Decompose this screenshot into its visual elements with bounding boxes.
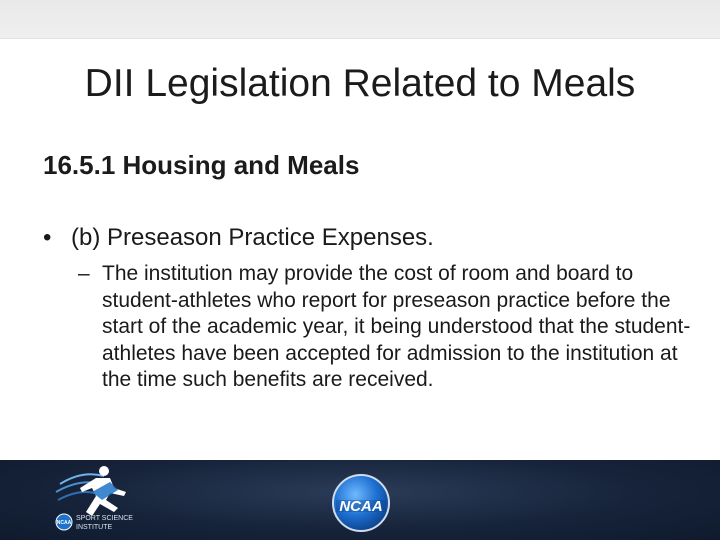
sub-bullet-item [78, 261, 698, 394]
ssi-text-line1: SPORT SCIENCE [76, 515, 133, 522]
top-bar [0, 0, 720, 39]
ssi-text-line2: INSTITUTE [76, 524, 113, 531]
bullet-marker: • [43, 224, 52, 251]
bullet-text: (b) Preseason Practice Expenses. [71, 224, 434, 251]
section-heading: 16.5.1 Housing and Meals [43, 150, 360, 180]
sub-bullet-text: The institution may provide the cost of room and board to student-athletes who report for preseason practice before the start of the academic year, it being understood that the student-athletes have been accepted for admission to the institution at the time such benefits are received. [102, 262, 691, 391]
sub-bullet-marker: – [78, 262, 90, 285]
ncaa-badge-text: NCAA [56, 520, 72, 526]
slide-title: DII Legislation Related to Meals [84, 62, 636, 105]
sport-science-institute-logo [52, 462, 152, 538]
bullet-item [43, 224, 434, 252]
ncaa-logo [330, 472, 392, 534]
swoosh-line-3 [58, 492, 98, 500]
ncaa-logo-text: NCAA [339, 498, 383, 515]
